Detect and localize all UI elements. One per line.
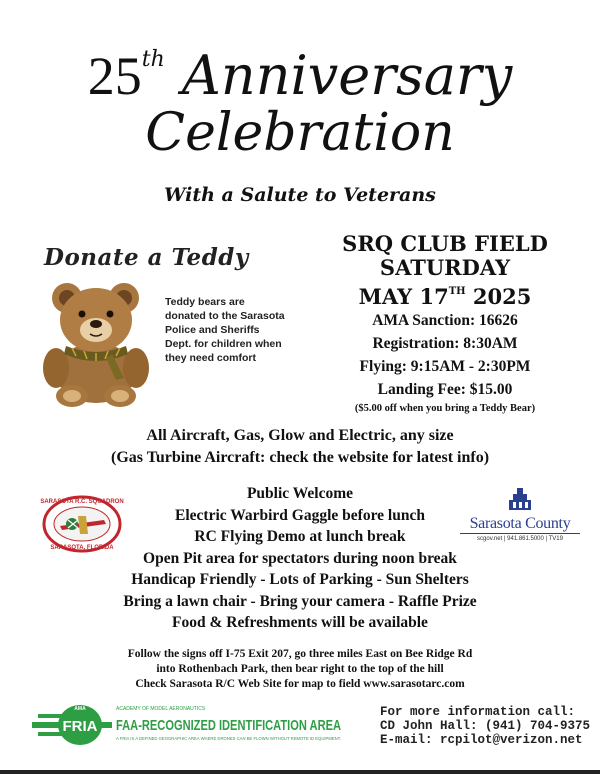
contact-line-1: For more information call: [380, 705, 576, 719]
event-details [305, 232, 585, 417]
directions-line: Check Sarasota R/C Web Site for map to field www.sarasotarc.com [135, 678, 465, 690]
contact-email: E-mail: rcpilot@verizon.net [380, 733, 583, 747]
anniversary-word: Anniversary [181, 44, 513, 107]
directions-line: into Rothenbach Park, then bear right to the top of the hill [156, 663, 444, 675]
feature-item: Handicap Friendly - Lots of Parking - Sun Shelters [131, 571, 469, 588]
county-contact: scgov.net | 941.861.5000 | TV19 [477, 536, 563, 542]
club-logo-top-text: SARASOTA R.C. SQUADRON [40, 499, 124, 505]
fria-ama-text: AMA [74, 706, 86, 712]
anniversary-number: 25 [87, 46, 142, 106]
teddy-bear-image [32, 278, 162, 408]
event-date-year: 2025 [472, 284, 532, 309]
feature-item: Bring a lawn chair - Bring your camera - Raffle Prize [123, 592, 477, 610]
subtitle: With a Salute to Veterans [164, 184, 436, 206]
ama-sanction: AMA Sanction: 16626 [372, 312, 518, 329]
feature-item: Public Welcome [246, 485, 354, 502]
fria-note-text: A FRIA IS A DEFINED GEOGRAPHIC AREA WHERE DRONES CAN BE FLOWN WITHOUT REMOTE ID EQUIPMENT. [116, 736, 341, 741]
anniversary-ordinal: th [141, 47, 165, 72]
directions-line: Follow the signs off I-75 Exit 207, go three miles East on Bee Ridge Rd [127, 648, 473, 660]
aircraft-line: All Aircraft, Gas, Glow and Electric, any size [146, 427, 454, 444]
event-date-ordinal: TH [448, 286, 466, 297]
event-date [305, 280, 585, 309]
aircraft-info [0, 425, 600, 469]
flying-time: Flying: 9:15AM - 2:30PM [359, 358, 531, 375]
event-date-main: MAY 17 [358, 284, 449, 309]
aircraft-line: (Gas Turbine Aircraft: check the website for latest info) [110, 449, 490, 466]
contact-info [380, 705, 595, 747]
feature-item: Electric Warbird Gaggle before lunch [175, 506, 425, 524]
title-line-2: Celebration [145, 103, 455, 163]
bottom-border [0, 770, 600, 774]
feature-item: Open Pit area for spectators during noon break [143, 549, 457, 567]
teddy-donation-text: Teddy bears are donated to the Sarasota Police and Sheriffs Dept. for children when they need comfort [165, 296, 285, 364]
club-logo-bottom-text: SARASOTA, FLORIDA [50, 545, 114, 551]
fria-title-text: FAA-RECOGNIZED IDENTIFICATION AREA [116, 717, 342, 734]
county-name: Sarasota County [460, 515, 580, 534]
title-line-1 [0, 30, 600, 106]
contact-phone: CD John Hall: (941) 704-9375 [380, 719, 591, 733]
event-location: SRQ CLUB FIELD [342, 231, 548, 256]
event-day: SATURDAY [379, 255, 511, 280]
county-logo [460, 488, 580, 542]
fria-org-text: ACADEMY OF MODEL AERONAUTICS [116, 706, 206, 712]
fria-logo [28, 700, 348, 750]
landing-fee-note: ($5.00 off when you bring a Teddy Bear) [354, 403, 536, 414]
donate-heading: Donate a Teddy [44, 244, 249, 271]
landing-fee: Landing Fee: $15.00 [377, 381, 513, 398]
directions [0, 647, 600, 692]
fria-badge-text: FRIA [62, 718, 98, 735]
features-list [80, 483, 520, 634]
feature-item: RC Flying Demo at lunch break [194, 528, 406, 545]
feature-item: Food & Refreshments will be available [172, 614, 428, 631]
county-building-icon [505, 488, 535, 510]
registration-time: Registration: 8:30AM [372, 335, 518, 352]
